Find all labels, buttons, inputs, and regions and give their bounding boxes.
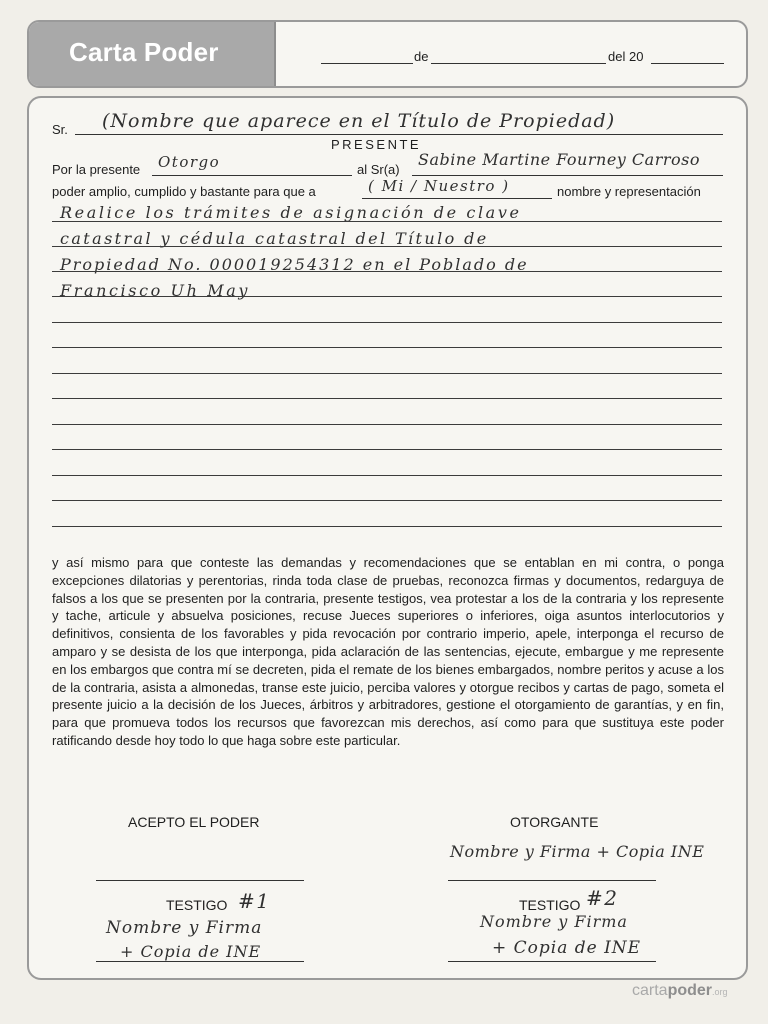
testigo1-label: TESTIGO: [166, 897, 228, 913]
testigo1-line2: + Copia de INE: [120, 942, 262, 961]
logo-part-org: .org: [712, 987, 728, 997]
testigo1-number: #1: [238, 889, 271, 913]
ruled-line: [52, 398, 722, 399]
date-month-line: [431, 63, 606, 64]
ruled-line: [52, 500, 722, 501]
body-line: Realice los trámites de asignación de clave: [60, 203, 522, 222]
acepto-signature-line: [96, 880, 304, 881]
testigo2-line2: + Copia de INE: [492, 938, 642, 958]
testigo1-signature-line: [96, 961, 304, 962]
mi-nuestro-line: [362, 198, 552, 199]
del-label: del 20: [608, 49, 644, 64]
testigo2-number: #2: [586, 886, 619, 910]
otorgante-label: OTORGANTE: [510, 814, 599, 830]
ruled-line: [52, 373, 722, 374]
al-sr-value: Sabine Martine Fourney Carroso: [418, 150, 700, 169]
otorgo-line: [152, 175, 352, 176]
ruled-line: [52, 221, 722, 222]
testigo2-line1: Nombre y Firma: [480, 912, 628, 931]
sr-line: [75, 134, 723, 135]
presente-label: PRESENTE: [331, 137, 422, 152]
ruled-line: [52, 475, 722, 476]
otorgo-value: Otorgo: [158, 153, 221, 171]
de-label: de: [414, 49, 429, 64]
sr-value: (Nombre que aparece en el Título de Propiedad): [102, 110, 616, 132]
mi-nuestro-value: ( Mi / Nuestro ): [368, 177, 510, 195]
ruled-line: [52, 246, 722, 247]
header-box: [27, 20, 748, 88]
cartapoder-logo: [632, 982, 728, 1000]
body-line: catastral y cédula catastral del Título de: [60, 229, 489, 248]
ruled-line: [52, 296, 722, 297]
ruled-line: [52, 271, 722, 272]
body-line: Francisco Uh May: [60, 281, 250, 300]
body-line: Propiedad No. 000019254312 en el Poblado de: [60, 255, 529, 274]
acepto-label: ACEPTO EL PODER: [128, 814, 260, 830]
legal-text: y así mismo para que conteste las demandas y recomendaciones que se entablan en mi contra, o ponga excepciones dilatorias y perentorias, rinda toda clase de pruebas, reconozca firmas y documentos, redarguya de falsos a los que se presenten por la contraria, presente testigos, vea protestar a los de la contraria y los represente y tache, articule y absuelva posiciones, recuse Jueces superiores o inferiores, oiga asuntos interlocutorios y definitivos, consienta de los favorables y pida revocación por contrario imperio, apele, interponga el recurso de amparo y se desista de los que interponga, pida aclaración de las sentencias, ejecute, embargue y me represente en los embargos que contra mí se decreten, pida el remate de los bienes embargados, nombre peritos y acuse a los de la contraria, asista a almonedas, transe este juicio, perciba valores y otorgue recibos y cartas de pago, someta el presente juicio a la decisión de los Jueces, árbitros y arbitradores, gestione el otorgamiento de garantías, y en fin, para que promueva todos los recursos que favorezcan mis derechos, así como para que sustituya este poder ratificando desde hoy todo lo que haga sobre este particular.: [52, 555, 724, 748]
otorgante-signature-line: [448, 880, 656, 881]
logo-part-carta: carta: [632, 982, 668, 999]
nombre-rep-label: nombre y representación: [557, 184, 701, 199]
page-title: Carta Poder: [69, 37, 219, 67]
sr-label: Sr.: [52, 122, 68, 137]
testigo2-signature-line: [448, 961, 656, 962]
testigo1-line1: Nombre y Firma: [106, 918, 263, 938]
ruled-line: [52, 322, 722, 323]
ruled-line: [52, 526, 722, 527]
otorgante-value: Nombre y Firma + Copia INE: [450, 842, 705, 861]
al-sr-line: [412, 175, 723, 176]
ruled-line: [52, 424, 722, 425]
poder-label: poder amplio, cumplido y bastante para que a: [52, 184, 316, 199]
date-year-line: [651, 63, 724, 64]
title-tab: [29, 22, 276, 86]
date-day-line: [321, 63, 413, 64]
logo-part-poder: poder: [667, 982, 713, 999]
al-sr-label: al Sr(a): [357, 162, 400, 177]
por-la-presente-label: Por la presente: [52, 162, 141, 177]
ruled-line: [52, 449, 722, 450]
testigo2-label: TESTIGO: [519, 897, 581, 913]
ruled-line: [52, 347, 722, 348]
